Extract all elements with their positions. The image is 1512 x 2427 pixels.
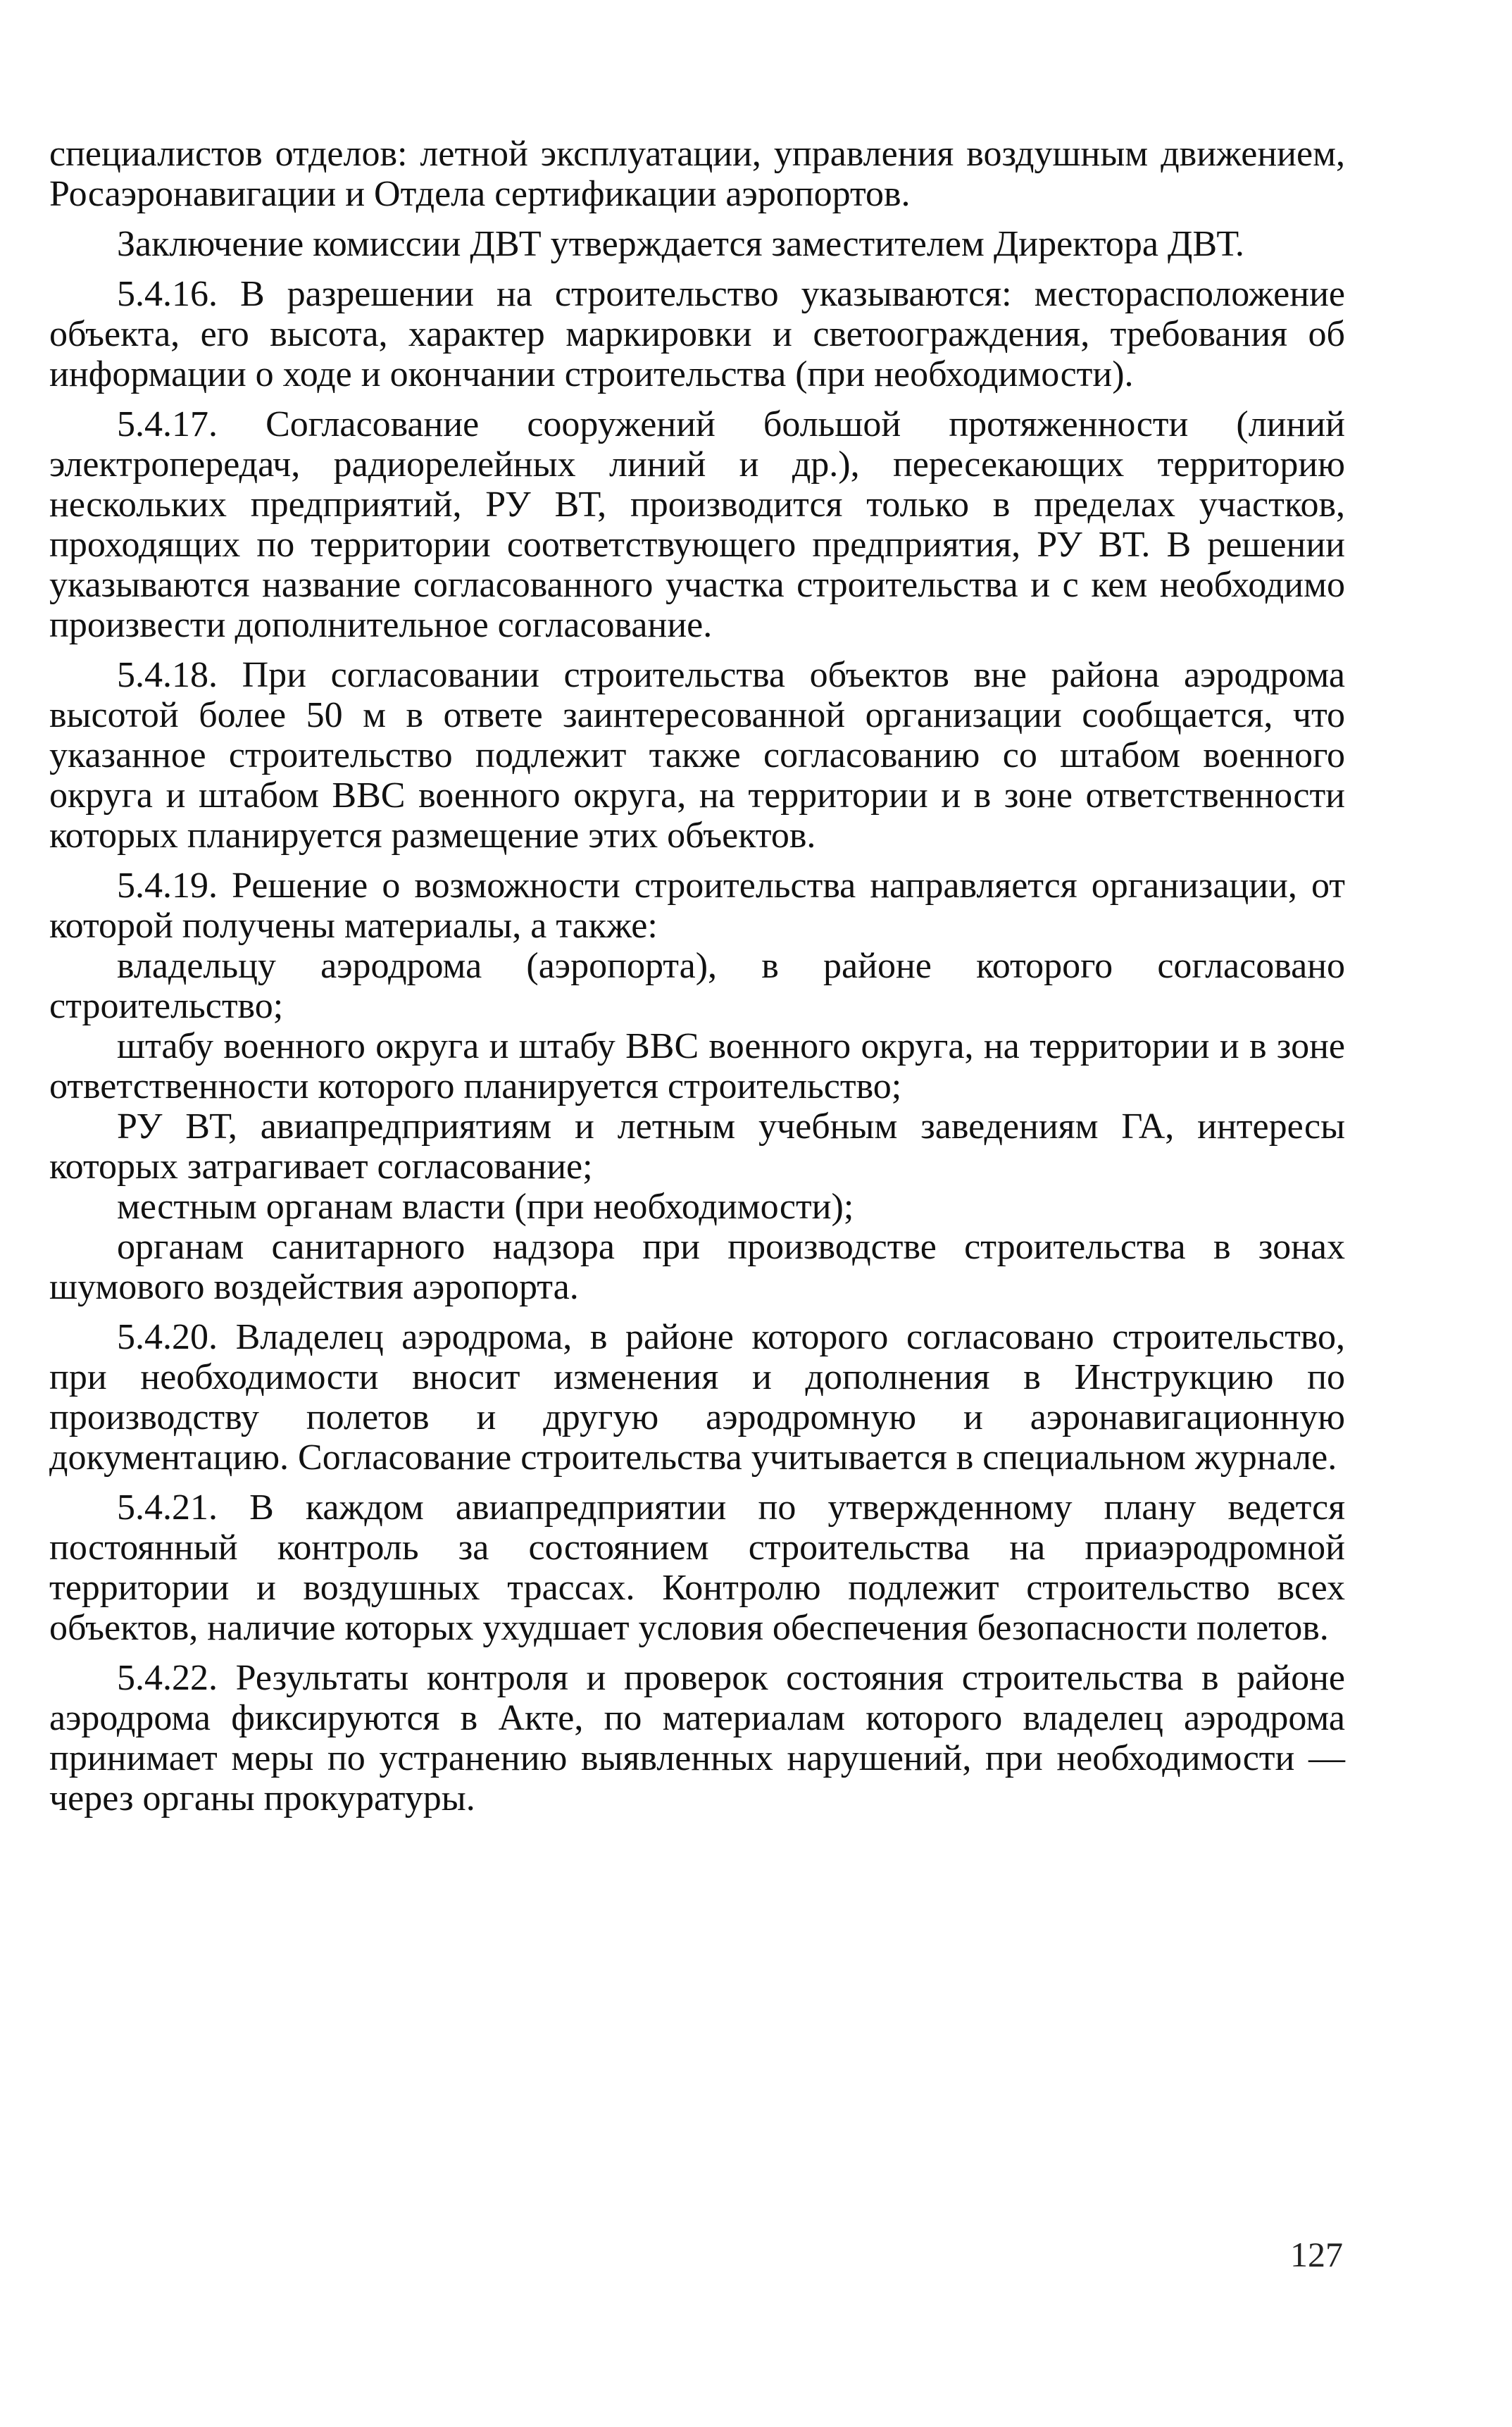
list-item-military-staff: штабу военного округа и штабу ВВС военного округа, на территории и в зоне ответственности которого планируется строительство; bbox=[49, 1026, 1345, 1106]
paragraph-5-4-16: 5.4.16. В разрешении на строительство указываются: месторасположение объекта, его высота, характер маркировки и светоограждения, требования об информации о ходе и окончании строительства (при необходимости). bbox=[49, 274, 1345, 394]
paragraph-5-4-18: 5.4.18. При согласовании строительства объектов вне района аэродрома высотой более 50 м в ответе заинтересованной организации сообщается, что указанное строительство подлежит также согласованию со штабом военного округа и штабом ВВС военного округа, на территории и в зоне ответственности которых планируется размещение этих объектов. bbox=[49, 655, 1345, 856]
paragraph-5-4-21: 5.4.21. В каждом авиапредприятии по утвержденному плану ведется постоянный контроль за состоянием строительства на приаэродромной территории и воздушных трассах. Контролю подлежит строительство всех объектов, наличие которых ухудшает условия обеспечения безопасности полетов. bbox=[49, 1487, 1345, 1648]
paragraph-continuation: специалистов отделов: летной эксплуатации, управления воздушным движением, Росаэронавигации и Отдела сертификации аэропортов. bbox=[49, 134, 1345, 214]
paragraph-5-4-22: 5.4.22. Результаты контроля и проверок состояния строительства в районе аэродрома фиксируются в Акте, по материалам которого владелец аэродрома принимает меры по устранению выявленных нарушений, при необходимости — через органы прокуратуры. bbox=[49, 1658, 1345, 1818]
list-item-local-authorities: местным органам власти (при необходимости); bbox=[117, 1187, 854, 1227]
list-item-ru-vt: РУ ВТ, авиапредприятиям и летным учебным заведениям ГА, интересы которых затрагивает согласование; bbox=[49, 1106, 1345, 1187]
paragraph-5-4-20: 5.4.20. Владелец аэродрома, в районе которого согласовано строительство, при необходимости вносит изменения и дополнения в Инструкцию по производству полетов и другую аэродромную и аэронавигационную документацию. Согласование строительства учитывается в специальном журнале. bbox=[49, 1317, 1345, 1478]
document-body bbox=[49, 134, 1345, 1828]
paragraph-5-4-19: 5.4.19. Решение о возможности строительства направляется организации, от которой получены материалы, а также: bbox=[49, 866, 1345, 946]
paragraph-5-4-17: 5.4.17. Согласование сооружений большой протяженности (линий электропередач, радиорелейных линий и др.), пересекающих территорию нескольких предприятий, РУ ВТ, производится только в пределах участков, проходящих по территории соответствующего предприятия, РУ ВТ. В решении указываются название согласованного участка строительства и с кем необходимо произвести дополнительное согласование. bbox=[49, 404, 1345, 645]
list-item-sanitary-supervision: органам санитарного надзора при производстве строительства в зонах шумового воздействия аэропорта. bbox=[49, 1227, 1345, 1307]
list-item-aerodrome-owner: владельцу аэродрома (аэропорта), в районе которого согласовано строительство; bbox=[49, 946, 1345, 1026]
page-number: 127 bbox=[1290, 2235, 1343, 2274]
paragraph-dvt-approval: Заключение комиссии ДВТ утверждается заместителем Директора ДВТ. bbox=[117, 224, 1244, 264]
